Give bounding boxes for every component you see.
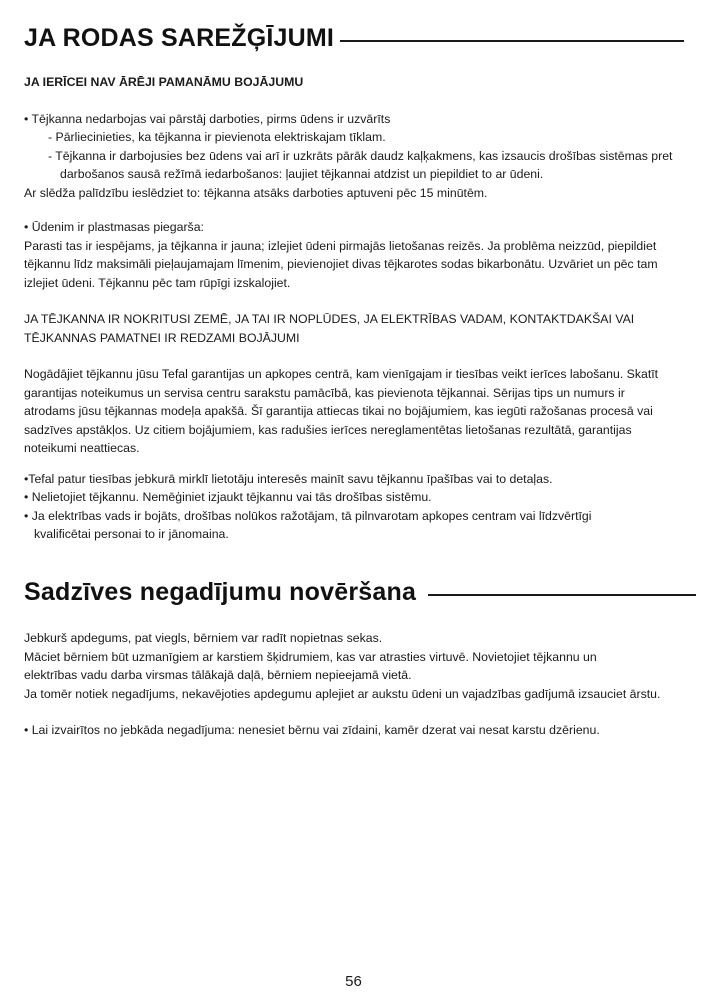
dash-dry-boil: - Tējkanna ir darbojusies bez ūdens vai arī ir uzkrāts pārāk daudz kaļķakmens, kas izsaucis drošības sistēmas pret bbox=[48, 148, 673, 163]
accident-bullet: • Lai izvairītos no jebkāda negadījuma: nenesiet bērnu vai zīdaini, kamēr dzerat vai nesat karstu dzērienu. bbox=[24, 723, 600, 737]
section1-title: JA RODAS SAREŽĢĪJUMI bbox=[24, 24, 335, 52]
subhead-dropped-1: JA TĒJKANNA IR NOKRITUSI ZEMĒ, JA TAI IR NOPLŪDES, JA ELEKTRĪBAS VADAM, KONTAKTDAKŠAI VAI bbox=[24, 312, 635, 326]
heading-rule bbox=[340, 40, 684, 42]
para-warranty-1: Nogādājiet tējkannu jūsu Tefal garantijas un apkopes centrā, kam vienīgajam ir tiesības veikt ierīces labošanu. Skatīt bbox=[24, 367, 659, 381]
para-plastic-1: Parasti tas ir iespējams, ja tējkanna ir jauna; izlejiet ūdeni pirmajās lietošanas reizēs. Ja problēma neizzūd, piepildiet bbox=[24, 238, 657, 253]
subhead-no-visible-damage: JA IERĪCEI NAV ĀRĒJI PAMANĀMU BOJĀJUMU bbox=[24, 75, 304, 89]
para-plastic-2: tējkannu līdz maksimāli pieļaujamajam līmenim, pievienojiet divas tējkarotes sodas bikarbonātu. Uzvāriet un pēc tam bbox=[24, 257, 658, 271]
bullet-plastic-taste: • Ūdenim ir plastmasas piegarša: bbox=[24, 220, 204, 234]
section1-heading-row bbox=[24, 26, 684, 51]
dash-dry-boil-cont: darbošanos sausā režīmā iedarbošanos: ļaujiet tējkannai atdzist un piepildiet to ar ūdeni. bbox=[60, 167, 544, 181]
para-warranty-2: garantijas noteikumus un servisa centru sarakstu pamācībā, kas pievienota tējkannai. Sērijas tips un numurs ir bbox=[24, 385, 625, 400]
para-plastic-3: izlejiet ūdeni. Tējkannu pēc tam rūpīgi izskalojiet. bbox=[24, 275, 291, 290]
subhead-dropped-2: TĒJKANNAS PAMATNEI IR REDZAMI BOJĀJUMI bbox=[24, 330, 300, 345]
bullet-tefal-rights: •Tefal patur tiesības jebkurā mirklī lietotāju interesēs mainīt savu tējkannu īpašības vai to detaļas. bbox=[24, 471, 553, 486]
bullet-kettle-stops: • Tējkanna nedarbojas vai pārstāj darboties, pirms ūdens ir uzvārīts bbox=[24, 111, 391, 126]
para-warranty-3: atrodams jūsu tējkannas modeļa apakšā. Šī garantija attiecas tikai no bojājumiem, kas iegūti ražošanas procesā vai bbox=[24, 404, 653, 418]
page-number: 56 bbox=[345, 973, 362, 990]
section1-body bbox=[24, 73, 684, 544]
switch-note: Ar slēdža palīdzību ieslēdziet to: tējkanna atsāks darboties aptuveni pēc 15 minūtēm. bbox=[24, 185, 488, 200]
accident-para-1: Jebkurš apdegums, pat viegls, bērniem var radīt nopietnas sekas. bbox=[24, 631, 383, 645]
accident-para-3: elektrības vadu darba virsmas tālākajā daļā, bērniem nepieejamā vietā. bbox=[24, 668, 412, 682]
para-warranty-5: noteikumi neattiecas. bbox=[24, 441, 140, 455]
dash-check-power: - Pārliecinieties, ka tējkanna ir pievienota elektriskajam tīklam. bbox=[48, 130, 386, 144]
accident-para-4: Ja tomēr notiek negadījums, nekavējoties apdegumu aplejiet ar aukstu ūdeni un vajadzības gadījumā izsauciet ārstu. bbox=[24, 686, 661, 701]
bullet-do-not-use: • Nelietojiet tējkannu. Nemēģiniet izjaukt tējkannu vai tās drošības sistēmu. bbox=[24, 490, 432, 504]
section2-heading-row bbox=[24, 580, 696, 605]
bullet-cord-damaged: • Ja elektrības vads ir bojāts, drošības nolūkos ražotājam, tā pilnvarotam apkopes centram vai līdzvērtīgi bbox=[24, 508, 592, 523]
section2-body bbox=[24, 629, 684, 740]
heading-rule bbox=[428, 594, 696, 596]
bullet-cord-damaged-cont: kvalificētai personai to ir jānomaina. bbox=[34, 527, 229, 541]
para-warranty-4: sadzīves apstākļos. Uz citiem bojājumiem, kas radušies ierīces nereglamentētas lietošanas rezultātā, garantijas bbox=[24, 422, 632, 437]
section2-title: Sadzīves negadījumu novēršana bbox=[24, 578, 417, 606]
accident-para-2: Māciet bērniem būt uzmanīgiem ar karstiem šķidrumiem, kas var atrasties virtuvē. Novietojiet tējkannu un bbox=[24, 649, 597, 664]
